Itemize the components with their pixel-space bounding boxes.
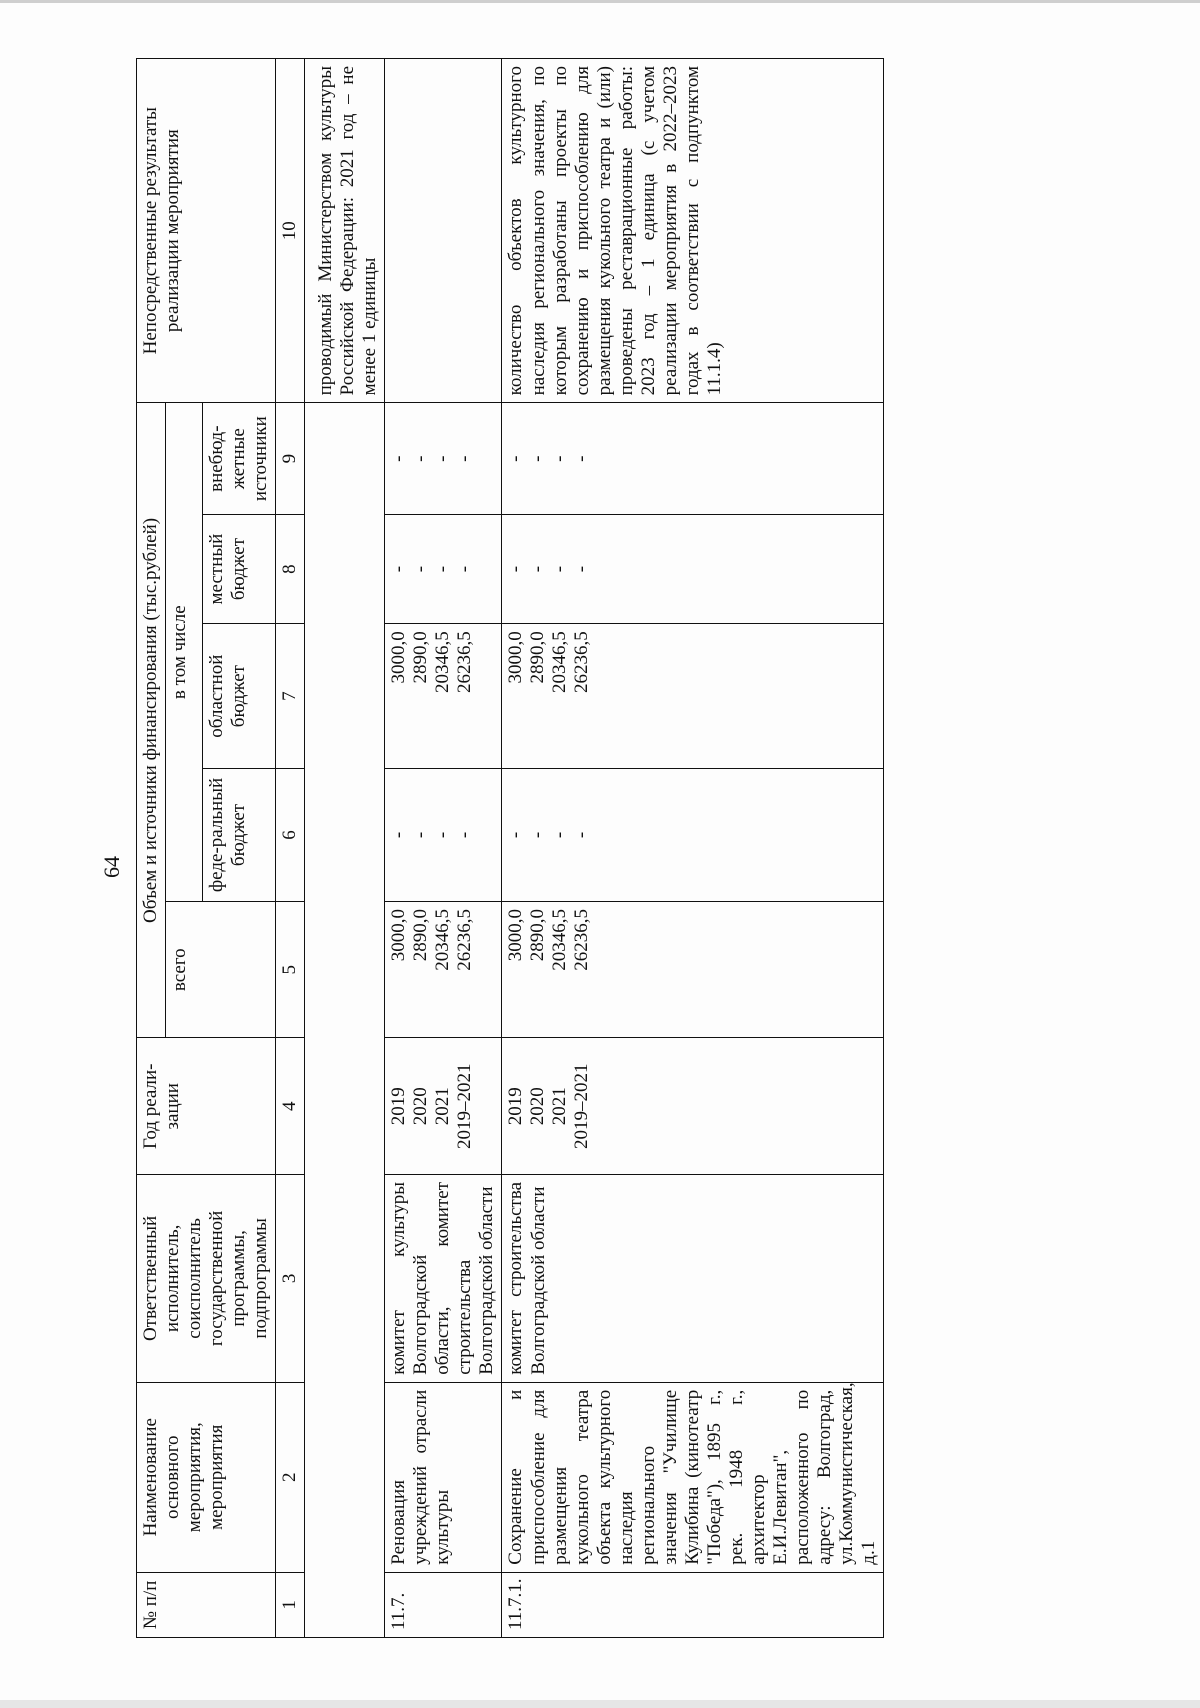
header-financing-group: Объем и источники финансирования (тыс.рублей) xyxy=(137,403,166,1038)
row-number: 11.7.1. xyxy=(502,1572,884,1637)
row-regional: 3000,0 2890,0 20346,5 26236,5 xyxy=(385,624,502,769)
row-executor: комитет строительства Волгоградской области xyxy=(502,1175,884,1383)
row-result: количество объектов культурного наследия регионального значения, по которым разработаны проекты по сохранению и приспособлению для размещения кукольного театра и (или) проведены реставрационные работы: 2023 год – 1 единица (с учетом реализации мероприятия в 2022–2023 годах в соответствии с подпунктом 11.1.4) xyxy=(502,59,884,403)
row-regional: 3000,0 2890,0 20346,5 26236,5 xyxy=(502,624,884,769)
header-col4: Год реали-зации xyxy=(137,1038,276,1175)
header-col6: феде-ральный бюджет xyxy=(203,769,276,902)
row-federal: - - - - xyxy=(502,769,884,902)
row-federal: - - - - xyxy=(385,769,502,902)
row-local: - - - - xyxy=(502,514,884,623)
header-col1: № п/п xyxy=(137,1572,276,1637)
column-number-row xyxy=(276,59,305,1638)
header-col9: внебюд-жетные источники xyxy=(203,403,276,515)
colnum-6: 6 xyxy=(276,769,305,902)
financing-table xyxy=(136,58,884,1638)
colnum-3: 3 xyxy=(276,1175,305,1383)
scan-edge-bottom xyxy=(0,1700,1200,1708)
row-years: 2019 2020 2021 2019–2021 xyxy=(502,1038,884,1175)
header-col10: Непосредственные результаты реализации мероприятия xyxy=(137,59,276,403)
rotated-table-container xyxy=(136,58,1136,1638)
scan-edge-top xyxy=(0,0,1200,3)
row-total: 3000,0 2890,0 20346,5 26236,5 xyxy=(385,901,502,1038)
header-including: в том числе xyxy=(166,403,203,902)
continuation-row xyxy=(305,59,385,1638)
table-row-11-7 xyxy=(385,59,502,1638)
colnum-10: 10 xyxy=(276,59,305,403)
colnum-5: 5 xyxy=(276,901,305,1038)
colnum-1: 1 xyxy=(276,1572,305,1637)
row-years: 2019 2020 2021 2019–2021 xyxy=(385,1038,502,1175)
row-total: 3000,0 2890,0 20346,5 26236,5 xyxy=(502,901,884,1038)
colnum-2: 2 xyxy=(276,1382,305,1572)
row-offbudget: - - - - xyxy=(385,403,502,515)
continuation-result: проводимый Министерством культуры Российской Федерации: 2021 год – не менее 1 единицы xyxy=(305,59,385,403)
row-result xyxy=(385,59,502,403)
row-number: 11.7. xyxy=(385,1572,502,1637)
colnum-4: 4 xyxy=(276,1038,305,1175)
header-col5: всего xyxy=(166,901,276,1038)
colnum-9: 9 xyxy=(276,403,305,515)
row-offbudget: - - - - xyxy=(502,403,884,515)
row-name: Сохранение и приспособление для размещения кукольного театра объекта культурного наследия регионального значения "Училище Кулибина (кинотеатр "Победа"), 1895 г., рек. 1948 г., архитектор Е.И.Левитан", расположенного по адресу: Волгоград, ул.Коммунистическая, д.1 xyxy=(502,1382,884,1572)
row-local: - - - - xyxy=(385,514,502,623)
row-name: Реновация учреждений отрасли культуры xyxy=(385,1382,502,1572)
header-col3: Ответственный исполнитель, соисполнитель государственной программы, подпрограммы xyxy=(137,1175,276,1383)
colnum-8: 8 xyxy=(276,514,305,623)
header-col8: местный бюджет xyxy=(203,514,276,623)
colnum-7: 7 xyxy=(276,624,305,769)
header-row-1 xyxy=(137,59,166,1638)
header-col7: областной бюджет xyxy=(203,624,276,769)
header-col2: Наименование основного мероприятия, мероприятия xyxy=(137,1382,276,1572)
table-row-11-7-1 xyxy=(502,59,884,1638)
row-executor: комитет культуры Волгоградской области, комитет строительства Волгоградской области xyxy=(385,1175,502,1383)
page-number: 64 xyxy=(99,856,124,878)
